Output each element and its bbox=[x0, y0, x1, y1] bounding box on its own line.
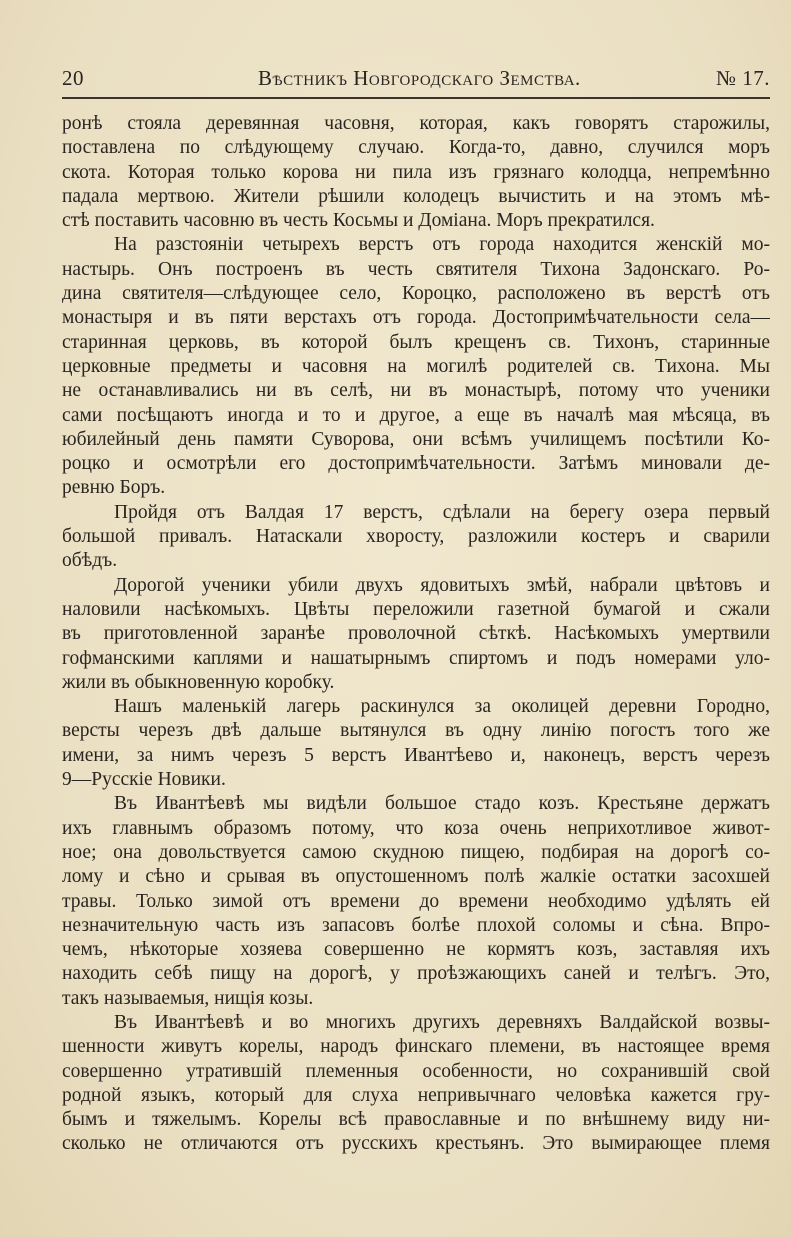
text-line: Въ Ивантѣевѣ мы видѣли большое стадо козъ. Крестьяне держатъ bbox=[114, 793, 770, 815]
page-number: 20 bbox=[62, 66, 84, 90]
text-line: падала мертвою. Жители рѣшили колодецъ вычистить и на этомъ мѣ- bbox=[62, 185, 770, 207]
text-line: обѣдъ. bbox=[62, 550, 118, 572]
text-line: поставлена по слѣдующему случаю. Когда-то, давно, случился моръ bbox=[62, 137, 770, 159]
text-line: травы. Только зимой отъ времени до времени необходимо удѣлять ей bbox=[62, 890, 770, 912]
text-line: находить себѣ пищу на дорогѣ, у проѣзжающихъ саней и телѣгъ. Это, bbox=[62, 963, 770, 985]
text-line: большой привалъ. Натаскали хворосту, разложили костеръ и сварили bbox=[62, 526, 770, 548]
text-line: не останавливались ни въ селѣ, ни въ монастырѣ, потому что ученики bbox=[62, 380, 770, 402]
text-line: наловили насѣкомыхъ. Цвѣты переложили газетной бумагой и сжали bbox=[62, 598, 770, 620]
text-line: сколько не отличаются отъ русскихъ крестьянъ. Это вымирающее племя bbox=[62, 1133, 770, 1155]
text-line: роцко и осмотрѣли его достопримѣчательности. Затѣмъ миновали де- bbox=[62, 453, 770, 475]
text-line: монастыря и въ пяти верстахъ отъ города. Достопримѣчательности села— bbox=[62, 307, 770, 329]
text-line: имени, за нимъ черезъ 5 верстъ Ивантѣево и, наконецъ, верстъ черезъ bbox=[62, 744, 770, 766]
text-line: Пройдя отъ Валдая 17 верстъ, сдѣлали на берегу озера первый bbox=[114, 501, 770, 523]
text-line: Нашъ маленькій лагерь раскинулся за околицей деревни Городно, bbox=[114, 696, 770, 718]
text-line: совершенно утратившій племенныя особенности, но сохранившій свой bbox=[62, 1060, 770, 1082]
text-line: ронѣ стояла деревянная часовня, которая, какъ говорятъ старожилы, bbox=[62, 113, 770, 134]
text-line: такъ называемыя, нищія козы. bbox=[62, 987, 314, 1009]
text-line: юбилейный день памяти Суворова, они всѣмъ училищемъ посѣтили Ко- bbox=[62, 428, 770, 450]
text-line: чемъ, нѣкоторые хозяева совершенно не кормятъ козъ, заставляя ихъ bbox=[62, 939, 770, 961]
text-line: На разстояніи четырехъ верстъ отъ города находится женскій мо- bbox=[114, 234, 770, 256]
text-line: ихъ главнымъ образомъ потому, что коза очень неприхотливое живот- bbox=[62, 817, 770, 839]
text-line: гофманскими каплями и нашатырнымъ спиртомъ и подъ номерами уло- bbox=[62, 647, 770, 669]
text-line: 9—Русскіе Новики. bbox=[62, 769, 226, 791]
journal-title: Вѣстникъ Новгородскаго Земства. bbox=[258, 66, 581, 90]
text-line: жили въ обыкновенную коробку. bbox=[62, 671, 335, 693]
text-line: въ приготовленной заранѣе проволочной сѣткѣ. Насѣкомыхъ умертвили bbox=[62, 623, 770, 645]
header-rule bbox=[62, 97, 770, 99]
text-line: Дорогой ученики убили двухъ ядовитыхъ змѣй, набрали цвѣтовъ и bbox=[114, 574, 770, 596]
text-line: ное; она довольствуется самою скудною пищею, подбирая на дорогѣ со- bbox=[62, 841, 770, 863]
text-line: скота. Которая только корова ни пила изъ грязнаго колодца, непремѣнно bbox=[62, 161, 770, 183]
text-line: ревню Боръ. bbox=[62, 477, 166, 499]
text-line: церковные предметы и часовня на могилѣ родителей св. Тихона. Мы bbox=[62, 355, 770, 377]
text-line: версты черезъ двѣ дальше вытянулся въ одну линію погостъ того же bbox=[62, 720, 770, 742]
text-line: настырь. Онъ построенъ въ честь святителя Тихона Задонскаго. Ро- bbox=[62, 258, 770, 280]
text-line: сами посѣщаютъ иногда и то и другое, а еще въ началѣ мая мѣсяца, въ bbox=[62, 404, 770, 426]
issue-number: № 17. bbox=[715, 66, 770, 90]
body-text bbox=[62, 112, 770, 1157]
text-line: старинная церковь, въ которой былъ крещенъ св. Тихонъ, старинные bbox=[62, 331, 770, 353]
page-header bbox=[62, 64, 770, 94]
text-line: родной языкъ, который для слуха непривычнаго человѣка кажется гру- bbox=[62, 1084, 770, 1106]
text-line: дина святителя—слѣдующее село, Короцко, расположено въ верстѣ отъ bbox=[62, 283, 770, 305]
text-line: шенности живутъ корелы, народъ финскаго племени, въ настоящее время bbox=[62, 1036, 770, 1058]
text-line: Въ Ивантѣевѣ и во многихъ другихъ деревняхъ Валдайской возвы- bbox=[114, 1011, 770, 1033]
text-line: лому и сѣно и срывая въ опустошенномъ полѣ жалкіе остатки засохшей bbox=[62, 866, 770, 888]
text-line: незначительную часть изъ запасовъ болѣе плохой соломы и сѣна. Впро- bbox=[62, 914, 770, 936]
text-line: бымъ и тяжелымъ. Корелы всѣ православные и по внѣшнему виду ни- bbox=[62, 1109, 770, 1131]
text-line: стѣ поставить часовню въ честь Косьмы и Доміана. Моръ прекратился. bbox=[62, 210, 655, 232]
